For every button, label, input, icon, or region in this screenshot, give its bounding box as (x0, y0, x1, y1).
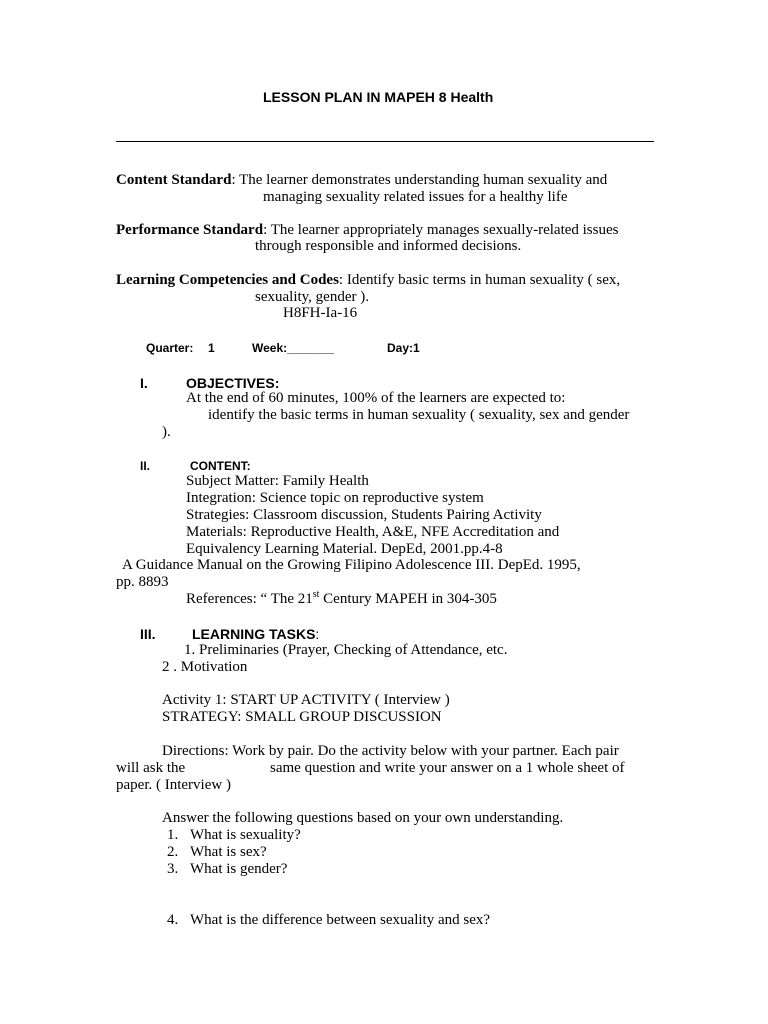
content-strategies: Strategies: Classroom discussion, Students Pairing Activity (186, 507, 542, 523)
content-guidance-line2: pp. 8893 (116, 574, 169, 590)
content-materials-line1: Materials: Reproductive Health, A&E, NFE Accreditation and (186, 524, 560, 540)
performance-standard-line1 (116, 222, 618, 239)
references-prefix: References: “ The 21 (186, 591, 313, 607)
performance-standard-label: Performance Standard (116, 222, 264, 238)
content-standard-line1 (116, 172, 607, 189)
objectives-heading: OBJECTIVES: (186, 375, 280, 391)
learning-competencies-label: Learning Competencies and Codes (116, 272, 339, 288)
objectives-numeral: I. (140, 375, 148, 391)
content-standard-label: Content Standard (116, 172, 232, 188)
learning-tasks-colon: : (315, 626, 320, 642)
task-item-2: 2 . Motivation (162, 659, 248, 675)
directions-line3: paper. ( Interview ) (116, 777, 231, 793)
week-blank: _______ (287, 341, 334, 355)
content-references (186, 591, 497, 608)
task-item-1: 1. Preliminaries (Prayer, Checking of Attendance, etc. (184, 642, 508, 658)
question-4-text: What is the difference between sexuality and sex? (190, 912, 491, 928)
answer-intro: Answer the following questions based on your own understanding. (162, 810, 564, 826)
content-standard-text: : The learner demonstrates understanding human sexuality and (231, 172, 608, 188)
learning-tasks-heading: LEARNING TASKS (192, 626, 316, 642)
content-subject: Subject Matter: Family Health (186, 473, 369, 489)
directions-line2b: same question and write your answer on a 1 whole sheet of (270, 760, 625, 776)
references-superscript: st (312, 589, 320, 600)
competency-code: H8FH-Ia-16 (283, 305, 358, 321)
question-1-text: What is sexuality? (190, 827, 301, 843)
learning-competencies-line2: sexuality, gender ). (255, 289, 369, 305)
content-heading: CONTENT: (190, 459, 251, 473)
learning-tasks-numeral: III. (140, 626, 156, 642)
directions-line1: Directions: Work by pair. Do the activity below with your partner. Each pair (162, 743, 619, 759)
title-divider (116, 141, 654, 142)
question-1-number: 1. (167, 827, 179, 843)
directions-line2a: will ask the (116, 760, 186, 776)
question-2-text: What is sex? (190, 844, 267, 860)
objectives-line1: At the end of 60 minutes, 100% of the learners are expected to: (186, 390, 566, 406)
references-suffix: Century MAPEH in 304-305 (319, 591, 497, 607)
performance-standard-text: : The learner appropriately manages sexually-related issues (263, 222, 619, 238)
content-guidance-line1: A Guidance Manual on the Growing Filipino Adolescence III. DepEd. 1995, (122, 557, 581, 573)
objectives-line2: identify the basic terms in human sexuality ( sexuality, sex and gender (208, 407, 630, 423)
page-title: LESSON PLAN IN MAPEH 8 Health (263, 89, 494, 105)
content-numeral: II. (140, 459, 151, 473)
quarter-label: Quarter: (146, 341, 194, 355)
activity-strategy: STRATEGY: SMALL GROUP DISCUSSION (162, 709, 442, 725)
learning-competencies-line1 (116, 272, 620, 289)
content-standard-line2: managing sexuality related issues for a healthy life (263, 189, 568, 205)
question-3-text: What is gender? (190, 861, 288, 877)
objectives-line3: ). (162, 424, 171, 440)
quarter-value: 1 (208, 341, 215, 355)
question-2-number: 2. (167, 844, 179, 860)
question-4-number: 4. (167, 912, 179, 928)
day-label: Day:1 (387, 341, 420, 355)
performance-standard-line2: through responsible and informed decisions. (255, 238, 522, 254)
learning-competencies-text: : Identify basic terms in human sexuality ( sex, (338, 272, 621, 288)
question-3-number: 3. (167, 861, 179, 877)
content-materials-line2: Equivalency Learning Material. DepEd, 2001.pp.4-8 (186, 541, 503, 557)
learning-tasks-heading-wrap (192, 626, 319, 642)
activity-title: Activity 1: START UP ACTIVITY ( Interview ) (162, 692, 450, 708)
content-integration: Integration: Science topic on reproductive system (186, 490, 484, 506)
week-label (252, 341, 334, 355)
week-label-text: Week: (252, 341, 288, 355)
